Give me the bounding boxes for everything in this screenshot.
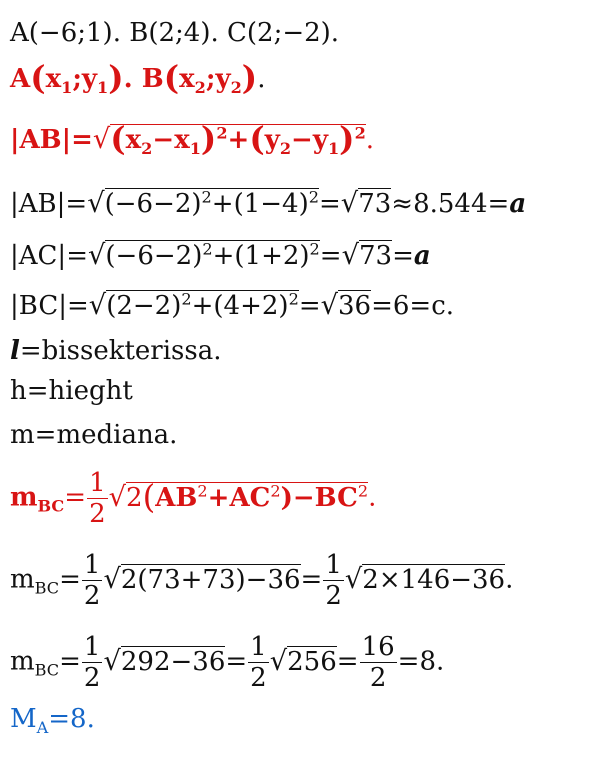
fraction [248, 634, 269, 691]
equals: = [336, 646, 359, 677]
sqrt: √2×146−36 [344, 563, 506, 595]
y-var: y [215, 64, 231, 94]
sqrt: √292−36 [103, 645, 226, 677]
numerator: 1 [250, 632, 267, 662]
sqrt: √256 [269, 645, 337, 677]
denominator: 2 [83, 581, 101, 611]
side-a: a [509, 189, 527, 219]
result-text: =6=c. [371, 291, 455, 321]
point-notation-line: $A(x_1;y_1)$. $B(x_2;y_2)$. [10, 57, 266, 98]
equals: = [392, 241, 414, 271]
exponent: 2 [357, 480, 369, 500]
definition-text: =bissekterissa. [19, 336, 222, 366]
median-formula-line [10, 470, 376, 527]
subscript: A [36, 718, 49, 738]
subscript: 2 [141, 139, 153, 159]
radicand: 292−36 [120, 646, 226, 677]
x-var: x [125, 125, 142, 155]
coordinates-line [10, 20, 339, 46]
x-var: x [174, 125, 190, 155]
fraction [82, 552, 103, 609]
y-var: y [81, 64, 98, 94]
m-symbol: m [10, 482, 38, 513]
numerator: 1 [83, 550, 101, 580]
radicand: 73 [358, 189, 392, 219]
radicand: 36 [338, 291, 372, 321]
radicand: 2(73+73)−36 [120, 564, 301, 595]
plus: + [227, 125, 250, 155]
ac-length-line [10, 240, 431, 269]
subscript: BC [37, 496, 65, 516]
term: (−6−2) [105, 241, 203, 271]
equals: = [319, 241, 342, 271]
sqrt: √36 [320, 290, 372, 321]
bisector-def-line [10, 338, 222, 364]
point-a-label: A [10, 64, 31, 94]
sqrt: √73 [340, 188, 392, 219]
minus: − [291, 125, 313, 155]
x-var: x [45, 64, 62, 94]
term: +(1+2) [212, 241, 310, 271]
equals: = [225, 646, 248, 677]
l-symbol: l [10, 336, 20, 366]
subscript: 1 [327, 139, 340, 159]
sqrt: $√2(AB^2+AC^2)-BC^2$ [108, 477, 369, 516]
point-b-label: B [141, 64, 164, 94]
definition-text: h=hieght [10, 376, 133, 406]
ab-length-line [10, 188, 526, 217]
fraction [87, 470, 108, 527]
subscript: 2 [194, 78, 206, 98]
exponent: 2 [197, 480, 208, 500]
exponent: 2 [202, 239, 213, 259]
radicand: 2×146−36 [362, 564, 506, 595]
sqrt: $√(x_2-x_1)^2+(y_2-y_1)^2$ [92, 118, 366, 159]
median-calc-line-1 [10, 552, 513, 609]
term: (−6−2) [104, 189, 202, 219]
median-def-line [10, 422, 177, 448]
numerator: 1 [325, 550, 342, 580]
denominator: 2 [83, 663, 101, 693]
sqrt: $√(2-2)^2+(4+2)^2$ [88, 289, 299, 321]
denominator: 2 [325, 581, 342, 611]
m-symbol: M [10, 704, 37, 734]
exponent: 2 [216, 123, 228, 143]
term: (2−2) [106, 291, 182, 321]
y-var: y [312, 125, 328, 155]
denominator: 2 [89, 499, 106, 529]
equals: = [319, 189, 341, 219]
term: )−BC [280, 482, 358, 513]
approx-value: ≈8.544= [391, 189, 510, 219]
result-text: =8. [397, 646, 445, 677]
subscript: BC [34, 578, 60, 598]
sqrt: $√(-6-2)^2+(1-4)^2$ [87, 187, 319, 219]
distance-formula-line [10, 118, 375, 159]
minus: − [152, 125, 175, 155]
exponent: 2 [308, 187, 319, 207]
ab-label: |AB|= [10, 125, 93, 155]
equals: = [59, 646, 81, 677]
result-text: =8. [48, 704, 95, 734]
subscript: BC [34, 660, 60, 680]
radicand: 73 [359, 241, 393, 271]
sqrt: √73 [341, 240, 393, 271]
numerator: 1 [83, 632, 101, 662]
sqrt: $√(-6-2)^2+(1+2)^2$ [87, 239, 320, 271]
median-result-line [10, 704, 95, 738]
equals: = [59, 564, 81, 595]
period: . [368, 482, 377, 513]
period: . [365, 125, 375, 155]
x-var: x [179, 64, 195, 94]
term: 2 [126, 482, 143, 513]
sqrt: √2(73+73)−36 [103, 563, 301, 595]
separator: . [123, 64, 142, 94]
fraction [360, 634, 397, 691]
m-symbol: m [10, 564, 35, 595]
equals: = [298, 291, 321, 321]
exponent: 2 [354, 123, 366, 143]
bc-label: |BC|= [10, 291, 89, 321]
term: +(4+2) [191, 291, 289, 321]
subscript: 1 [61, 78, 73, 98]
definition-text: m=mediana. [10, 420, 178, 450]
coordinates-text: A(−6;1). B(2;4). C(2;−2). [10, 18, 340, 48]
bc-length-line [10, 290, 454, 319]
fraction [82, 634, 103, 691]
exponent: 2 [201, 187, 212, 207]
subscript: 2 [230, 78, 242, 98]
numerator: 1 [89, 468, 106, 498]
exponent: 2 [288, 289, 299, 309]
subscript: 1 [97, 78, 109, 98]
exponent: 2 [270, 480, 281, 500]
term: AB [155, 482, 198, 513]
term: +(1−4) [211, 189, 309, 219]
equals: = [64, 482, 87, 513]
period: . [257, 64, 266, 94]
subscript: 2 [279, 139, 292, 159]
ac-label: |AC|= [10, 241, 88, 271]
side-a: a [413, 241, 431, 271]
denominator: 2 [250, 663, 267, 693]
height-def-line [10, 378, 133, 404]
period: . [505, 564, 514, 595]
radicand: 256 [287, 646, 337, 677]
fraction [323, 552, 344, 609]
denominator: 2 [369, 663, 387, 693]
numerator: 16 [361, 632, 395, 662]
ab-label: |AB|= [10, 189, 88, 219]
term: +AC [207, 482, 271, 513]
subscript: 1 [189, 139, 201, 159]
y-var: y [264, 125, 280, 155]
exponent: 2 [181, 289, 192, 309]
exponent: 2 [309, 239, 320, 259]
median-calc-line-2 [10, 634, 444, 691]
m-symbol: m [10, 646, 35, 677]
equals: = [300, 564, 323, 595]
